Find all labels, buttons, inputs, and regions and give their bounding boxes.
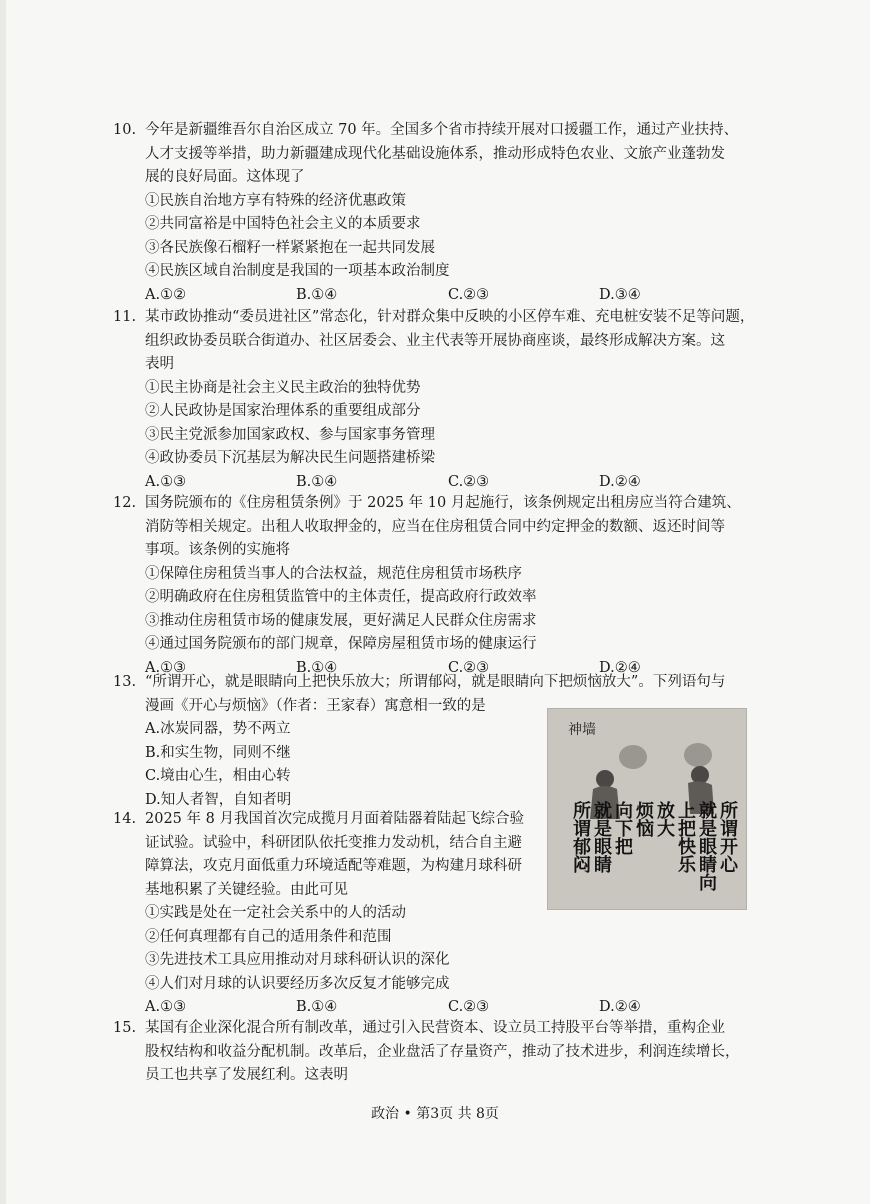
question-stem-line: 展的良好局面。这体现了: [145, 169, 305, 185]
question-stem-line: 基地积累了关键经验。由此可见: [145, 881, 348, 898]
question-number: 12.: [113, 495, 137, 511]
question-number: 13.: [113, 674, 137, 690]
question-number: 14.: [113, 811, 137, 827]
option-a: A.①②: [145, 286, 187, 303]
statement-item: ②人民政协是国家治理体系的重要组成部分: [145, 403, 421, 419]
question-12: [113, 492, 763, 680]
statement-item: ①实践是处在一定社会关系中的人的活动: [145, 905, 406, 921]
question-stem-line: “所谓开心，就是眼睛向上把快乐放大；所谓郁闷，就是眼睛向下把烦恼放大”。下列语句与: [145, 674, 726, 690]
scan-edge: [0, 0, 6, 1204]
statement-item: ①保障住房租赁当事人的合法权益，规范住房租赁市场秩序: [145, 565, 522, 582]
figure-head-right: [691, 766, 709, 784]
question-stem-line: 员工也共享了发展红利。这表明: [145, 1067, 348, 1083]
option-d: D.②④: [599, 473, 641, 490]
option-c: C.境由心生，相由心转: [145, 768, 291, 784]
statement-item: ④政协委员下沉基层为解决民生问题搭建桥梁: [145, 450, 435, 466]
page-footer: 政治 • 第3页 共 8页: [371, 1106, 499, 1122]
cartoon-image: [547, 708, 747, 910]
option-d: D.②④: [599, 659, 641, 676]
statement-item: ①民主协商是社会主义民主政治的独特优势: [145, 379, 421, 396]
balloon-left: [619, 745, 647, 769]
answer-options: [113, 996, 763, 1020]
balloon-right: [684, 743, 712, 767]
cartoon-calligraphy: 所谓开心 就是眼睛向 上把快乐 放大 烦恼 向下把 就是眼睛 所谓郁闷: [570, 801, 738, 891]
question-stem-line: 消防等相关规定。出租人收取押金的，应当在住房租赁合同中约定押金的数额、返还时间等: [145, 518, 725, 535]
question-stem-line: 国务院颁布的《住房租赁条例》于 2025 年 10 月起施行，该条例规定出租房应当符合建筑、: [145, 495, 741, 511]
question-14-items: [113, 902, 763, 1020]
option-b: B.和实生物，同则不继: [145, 744, 291, 761]
statement-item: ②任何真理都有自己的适用条件和范围: [145, 928, 392, 945]
answer-options: [113, 284, 763, 308]
question-stem-line: 障算法，攻克月面低重力环境适配等难题，为构建月球科研: [145, 858, 522, 874]
option-b: B.①④: [296, 473, 338, 490]
option-c: C.②③: [448, 659, 490, 676]
question-stem-line: 某市政协推动“委员进社区”常态化，针对群众集中反映的小区停车难、充电桩安装不足等问题，: [145, 309, 755, 325]
statement-item: ④人们对月球的认识要经历多次反复才能够完成: [145, 975, 450, 992]
option-d: D.②④: [599, 999, 641, 1015]
question-stem-line: 证试验。试验中，科研团队依托变推力发动机，结合自主避: [145, 834, 522, 851]
question-stem-line: 某国有企业深化混合所有制改革，通过引入民营资本、设立员工持股平台等举措，重构企业: [145, 1020, 725, 1036]
statement-item: ②共同富裕是中国特色社会主义的本质要求: [145, 216, 421, 232]
question-10: [113, 119, 763, 307]
question-14: [113, 808, 543, 902]
question-15: [113, 1017, 763, 1088]
question-stem-line: 漫画《开心与烦恼》（作者：王家春）寓意相一致的是: [145, 697, 486, 714]
statement-item: ④通过国务院颁布的部门规章，保障房屋租赁市场的健康运行: [145, 636, 537, 652]
statement-item: ④民族区域自治制度是我国的一项基本政治制度: [145, 263, 450, 279]
cartoon-title: 神墙: [568, 722, 596, 738]
option-c: C.②③: [448, 286, 490, 303]
option-a: A.①③: [145, 999, 187, 1015]
option-b: B.①④: [296, 659, 338, 676]
question-stem-line: 表明: [145, 356, 174, 372]
statement-item: ③民主党派参加国家政权、参与国家事务管理: [145, 426, 435, 443]
option-d: D.知人者智，自知者明: [145, 791, 292, 808]
statement-item: ③各民族像石榴籽一样紧紧抱在一起共同发展: [145, 239, 435, 256]
question-stem-line: 股权结构和收益分配机制。改革后，企业盘活了存量资产，推动了技术进步，利润连续增长，: [145, 1043, 740, 1060]
option-c: C.②③: [448, 999, 490, 1015]
question-number: 10.: [113, 122, 137, 138]
question-stem-line: 事项。该条例的实施将: [145, 542, 290, 558]
question-stem-line: 人才支援等举措，助力新疆建成现代化基础设施体系，推动形成特色农业、文旅产业蓬勃发: [145, 145, 725, 162]
statement-item: ③推动住房租赁市场的健康发展，更好满足人民群众住房需求: [145, 612, 537, 629]
option-c: C.②③: [448, 473, 490, 490]
answer-options: [113, 471, 763, 495]
option-b: B.①④: [296, 286, 338, 303]
figure-head-left: [596, 770, 614, 788]
question-number: 15.: [113, 1020, 137, 1036]
statement-item: ②明确政府在住房租赁监管中的主体责任，提高政府行政效率: [145, 589, 537, 605]
option-a: A.①③: [145, 473, 187, 490]
statement-item: ①民族自治地方享有特殊的经济优惠政策: [145, 192, 406, 209]
question-stem-line: 2025 年 8 月我国首次完成揽月月面着陆器着陆起飞综合验: [145, 811, 524, 827]
statement-item: ③先进技术工具应用推动对月球科研认识的深化: [145, 952, 450, 968]
option-a: A.①③: [145, 659, 187, 676]
question-stem-line: 组织政协委员联合街道办、社区居委会、业主代表等开展协商座谈，最终形成解决方案。这: [145, 332, 725, 349]
option-a: A.冰炭同器，势不两立: [145, 721, 291, 737]
option-b: B.①④: [296, 999, 338, 1015]
option-d: D.③④: [599, 286, 641, 303]
question-stem-line: 今年是新疆维吾尔自治区成立 70 年。全国多个省市持续开展对口援疆工作，通过产业扶持、: [145, 122, 739, 138]
question-number: 11.: [113, 309, 137, 325]
question-11: [113, 306, 763, 494]
